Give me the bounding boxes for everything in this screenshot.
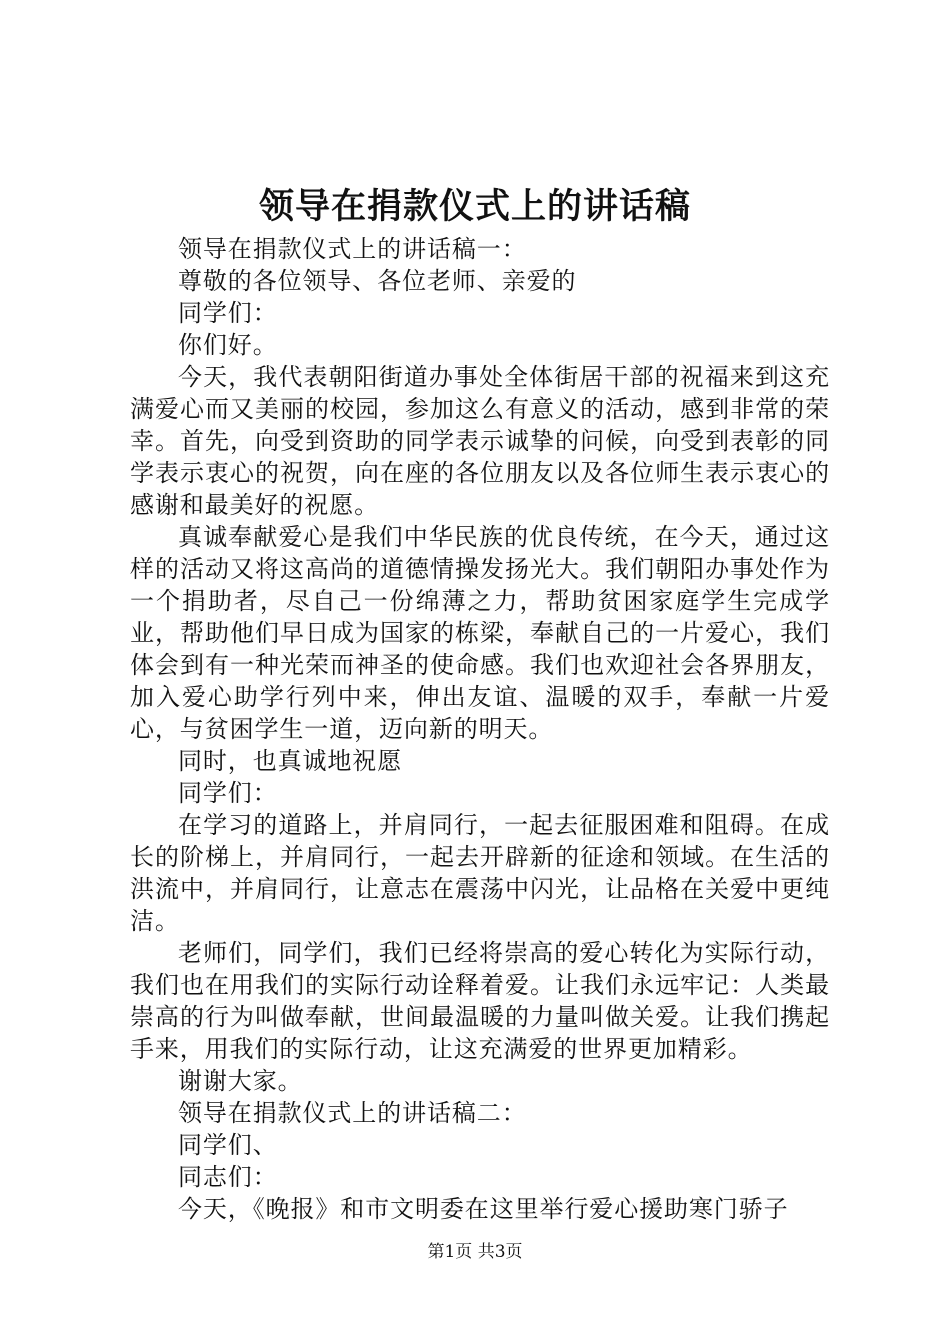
- paragraph: 同时，也真诚地祝愿: [178, 747, 403, 775]
- paragraph: 今天，我代表朝阳街道办事处全体街居干部的祝福来到这充满爱心而又美丽的校园，参加这么有意义的活动，感到非常的荣幸。首先，向受到资助的同学表示诚挚的问候，向受到表彰的同学表示衷心的祝贺，向在座的各位朋友以及各位师生表示衷心的感谢和最美好的祝愿。: [130, 363, 830, 519]
- paragraph: 真诚奉献爱心是我们中华民族的优良传统，在今天，通过这样的活动又将这高尚的道德情操发扬光大。我们朝阳办事处作为一个捐助者，尽自己一份绵薄之力，帮助贫困家庭学生完成学业，帮助他们早日成为国家的栋梁，奉献自己的一片爱心，我们体会到有一种光荣而神圣的使命感。我们也欢迎社会各界朋友，加入爱心助学行列中来，伸出友谊、温暖的双手，奉献一片爱心，与贫困学生一道，迈向新的明天。: [130, 523, 830, 743]
- paragraph: 在学习的道路上，并肩同行，一起去征服困难和阻碍。在成长的阶梯上，并肩同行，一起去开辟新的征途和领域。在生活的洪流中，并肩同行，让意志在震荡中闪光，让品格在关爱中更纯洁。: [130, 811, 830, 935]
- paragraph: 今天，《晚报》和市文明委在这里举行爱心援助寒门骄子: [178, 1195, 789, 1223]
- paragraph: 同学们：: [178, 779, 278, 807]
- document-title: 领导在捐款仪式上的讲话稿: [258, 186, 691, 227]
- paragraph: 领导在捐款仪式上的讲话稿二：: [178, 1099, 527, 1127]
- paragraph: 同学们、: [178, 1131, 278, 1159]
- paragraph: 同学们：: [178, 299, 278, 327]
- paragraph: 领导在捐款仪式上的讲话稿一：: [178, 235, 527, 263]
- paragraph: 你们好。: [178, 331, 278, 359]
- paragraph: 尊敬的各位领导、各位老师、亲爱的: [178, 267, 577, 295]
- paragraph: 同志们：: [178, 1163, 278, 1191]
- document-body: [130, 233, 830, 1225]
- page-footer: 第1页 共3页: [427, 1242, 523, 1262]
- paragraph: 谢谢大家。: [178, 1067, 303, 1095]
- paragraph: 老师们，同学们，我们已经将崇高的爱心转化为实际行动，我们也在用我们的实际行动诠释着爱。让我们永远牢记：人类最崇高的行为叫做奉献，世间最温暖的力量叫做关爱。让我们携起手来，用我们的实际行动，让这充满爱的世界更加精彩。: [130, 939, 830, 1063]
